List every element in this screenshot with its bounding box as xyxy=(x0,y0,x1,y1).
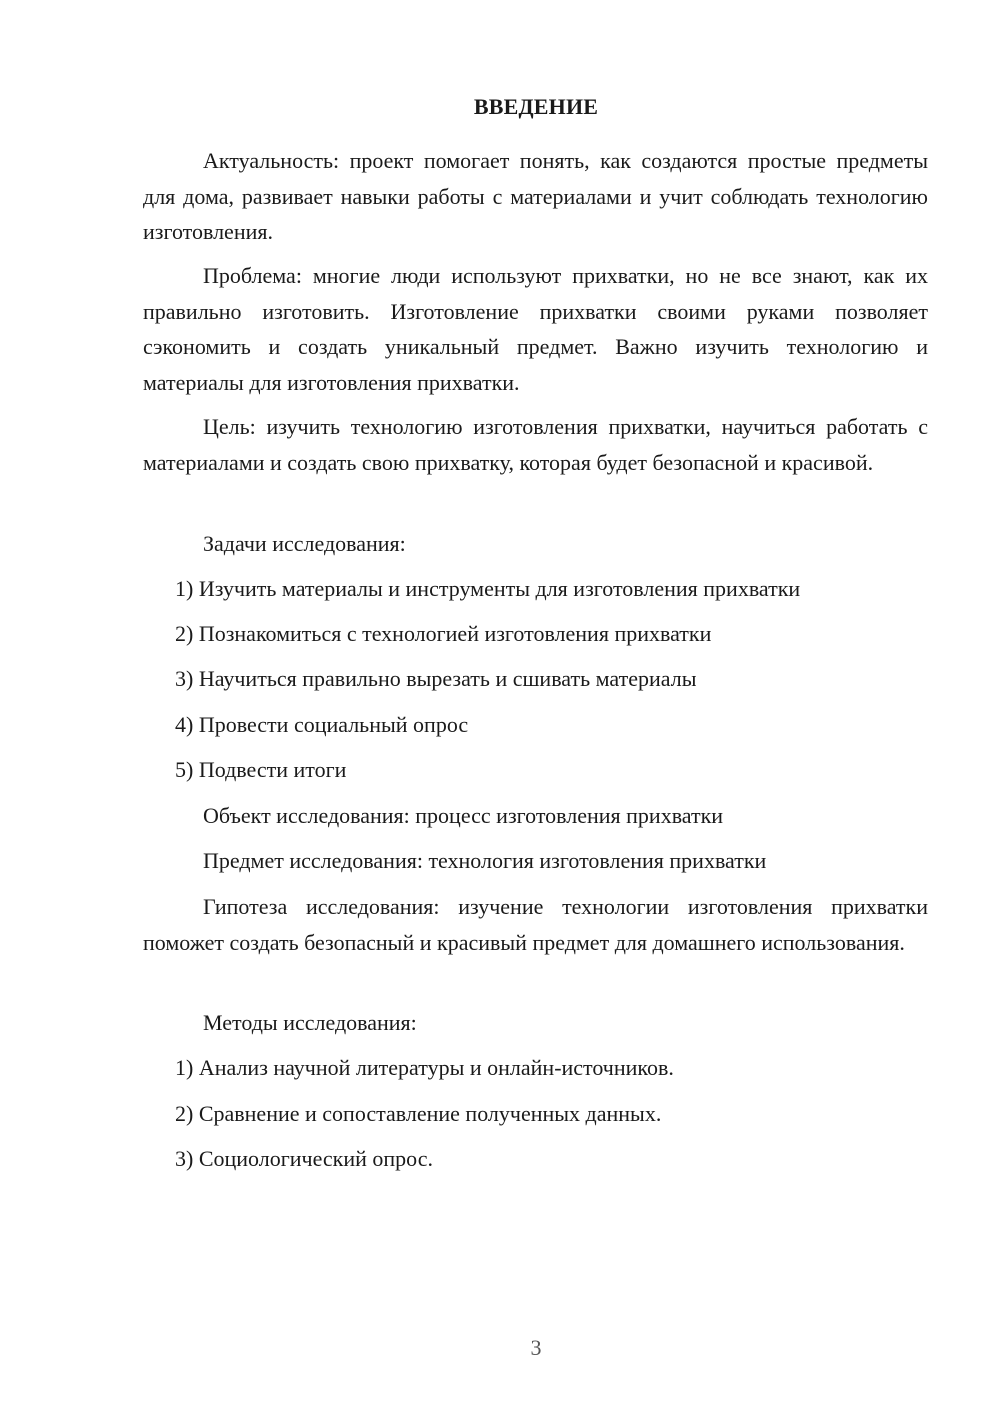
method-item-3: 3) Социологический опрос. xyxy=(175,1146,433,1171)
tasks-heading: Задачи исследования: xyxy=(203,531,406,556)
task-item-2: 2) Познакомиться с технологией изготовления прихватки xyxy=(175,621,712,646)
methods-heading: Методы исследования: xyxy=(203,1010,417,1035)
object-line: Объект исследования: процесс изготовления прихватки xyxy=(203,803,724,828)
method-item-2: 2) Сравнение и сопоставление полученных данных. xyxy=(175,1101,662,1126)
task-item-5: 5) Подвести итоги xyxy=(175,757,347,782)
hypothesis-paragraph: Гипотеза исследования: изучение технологии изготовления прихватки поможет создать безопасный и красивый предмет для домашнего использования. xyxy=(143,894,928,955)
page-number: 3 xyxy=(530,1335,542,1360)
method-item-1: 1) Анализ научной литературы и онлайн-источников. xyxy=(175,1055,674,1080)
task-item-1: 1) Изучить материалы и инструменты для изготовления прихватки xyxy=(175,576,801,601)
problem-paragraph: Проблема: многие люди используют прихватки, но не все знают, как их правильно изготовить. Изготовление прихватки своими руками позволяет сэкономить и создать уникальный предмет. Важно изучить технологию и материалы для изготовления прихватки. xyxy=(143,263,928,395)
goal-paragraph: Цель: изучить технологию изготовления прихватки, научиться работать с материалами и создать свою прихватку, которая будет безопасной и красивой. xyxy=(143,414,928,475)
page-title: ВВЕДЕНИЕ xyxy=(473,94,599,119)
task-item-3: 3) Научиться правильно вырезать и сшивать материалы xyxy=(175,666,697,691)
relevance-paragraph: Актуальность: проект помогает понять, как создаются простые предметы для дома, развивает навыки работы с материалами и учит соблюдать технологию изготовления. xyxy=(143,148,928,244)
subject-line: Предмет исследования: технология изготовления прихватки xyxy=(203,848,767,873)
task-item-4: 4) Провести социальный опрос xyxy=(175,712,469,737)
